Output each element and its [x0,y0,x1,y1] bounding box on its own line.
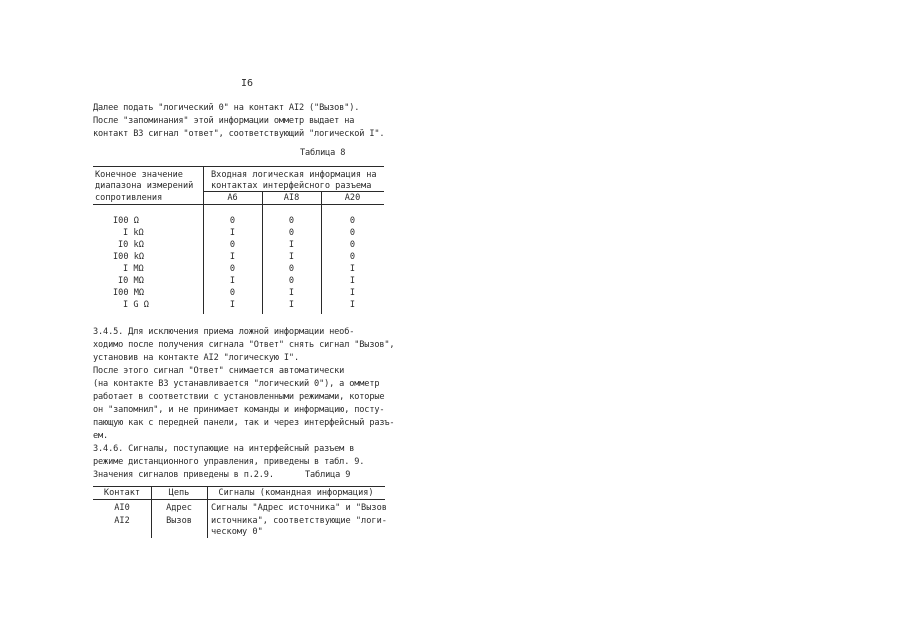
paragraph-line: ем. [93,431,109,441]
table8-cell: 0 [229,216,236,226]
paragraph-line: Далее подать "логический 0" на контакт AI2 ("Вызов"). [93,103,360,113]
table8-col-header: A6 [227,193,238,203]
table8-header-group: контактах интерфейсного разъема [211,181,372,191]
table8-row-label: I00 Ω [113,216,139,226]
table9-cell: Сигналы "Адрес источника" и "Вызов [211,503,387,513]
table8-cell: 0 [349,216,356,226]
table8-cell: I [229,228,236,238]
table8-row-label: I0 kΩ [118,240,144,250]
table-rule [93,204,384,205]
table8-cell: I [229,300,236,310]
table8-header-left: сопротивления [95,193,163,203]
table8-cell: 0 [349,228,356,238]
table8-cell: I [349,288,356,298]
table8-header-group: Входная логическая информация на [211,170,377,180]
table-rule [93,499,385,500]
table8-cell: 0 [288,264,295,274]
table9-col-header: Цепь [168,488,190,498]
table9-cell: ческому 0" [211,527,263,537]
table8-cell: I [229,252,236,262]
table8-row-label: I0 MΩ [118,276,144,286]
table8-cell: 0 [349,252,356,262]
table8-cell: I [288,240,295,250]
table8-cell: 0 [349,240,356,250]
paragraph-line: Значения сигналов приведены в п.2.9. [93,470,274,480]
paragraph-line: режиме дистанционного управления, приведены в табл. 9. [93,457,365,467]
table8-cell: I [229,276,236,286]
paragraph-line: ходимо после получения сигнала "Ответ" снять сигнал "Вызов", [93,340,395,350]
table-rule [93,166,384,167]
table8-row-label: I kΩ [123,228,144,238]
table9-col-header: Контакт [103,488,141,498]
table9-cell: AI2 [114,516,130,526]
table8-cell: 0 [288,228,295,238]
table-9 [93,486,393,546]
table9-cell: AI0 [114,503,130,513]
table8-cell: I [288,288,295,298]
paragraph-line: После этого сигнал "Ответ" снимается автоматически [93,366,345,376]
table8-row-label: I00 MΩ [113,288,145,298]
table-8 [93,166,384,314]
table8-cell: I [349,300,356,310]
paragraph-line: 3.4.5. Для исключения приема ложной информации необ- [93,327,355,337]
table-rule [203,191,384,192]
table9-caption: Таблица 9 [305,470,351,480]
paragraph-line: 3.4.6. Сигналы, поступающие на интерфейсный разъем в [93,444,355,454]
table8-col-header: A20 [344,193,361,203]
table8-cell: I [288,252,295,262]
paragraph-line: пающую как с передней панели, так и через интерфейсный разъ- [93,418,395,428]
table8-row-label: I00 kΩ [113,252,145,262]
paragraph-line: (на контакте B3 устанавливается "логический 0"), а омметр [93,379,380,389]
page-number: I6 [241,78,254,89]
paragraph-line: После "запоминания" этой информации омметр выдает на [93,116,355,126]
table8-cell: I [349,264,356,274]
table8-header-left: Конечное значение [95,170,183,180]
table8-row-label: I MΩ [123,264,144,274]
table8-cell: 0 [288,216,295,226]
paragraph-line: установив на контакте AI2 "логическую I". [93,353,299,363]
table8-cell: 0 [229,240,236,250]
table8-cell: 0 [229,288,236,298]
paragraph-line: он "запомнил", и не принимает команды и информацию, посту- [93,405,385,415]
table8-cell: I [288,300,295,310]
paragraph-line: работает в соответствии с установленными режимами, которые [93,392,385,402]
table8-row-label: I G Ω [123,300,149,310]
table8-header-left: диапазона измерений [95,181,194,191]
table8-cell: I [349,276,356,286]
table9-col-header: Сигналы (командная информация) [218,488,374,498]
table9-cell: Адрес [166,503,192,513]
table9-cell: источника", соответствующие "логи- [211,516,387,526]
table8-caption: Таблица 8 [300,148,346,158]
table-rule [93,486,385,487]
paragraph-line: контакт B3 сигнал "ответ", соответствующий "логической I". [93,129,385,139]
table9-cell: Вызов [166,516,192,526]
table8-col-header: AI8 [283,193,300,203]
table8-cell: 0 [288,276,295,286]
table8-cell: 0 [229,264,236,274]
